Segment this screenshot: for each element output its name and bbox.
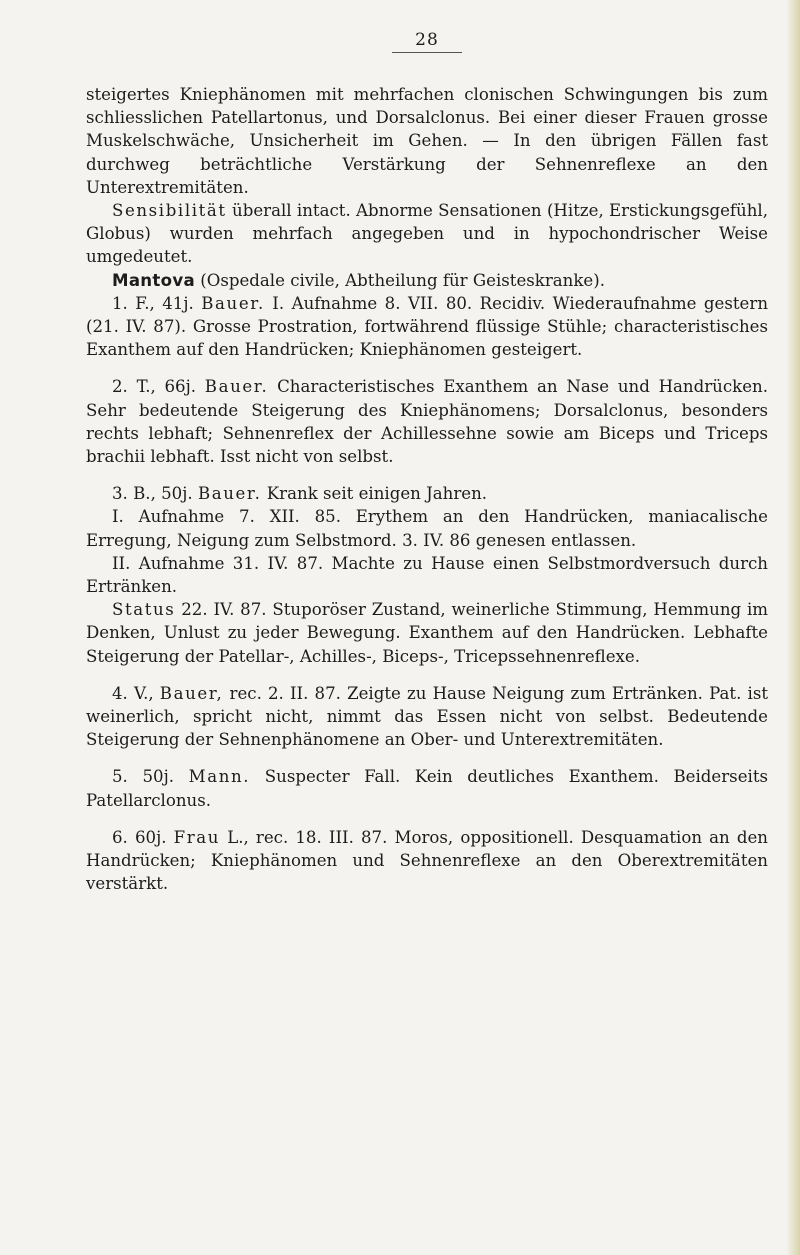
section-heading-mantova: Mantova (Ospedale civile, Abtheilung für Geisteskranke). (112, 270, 605, 290)
place-name: Mantova (112, 270, 195, 290)
case-4: 4. V., Bauer, rec. 2. II. 87. Zeigte zu Hause Neigung zum Ertränken. Pat. ist weinerlich, spricht nicht, nimmt das Essen nicht von selbst. Bedeutende Steigerung der Sehnenphänomene an Ober- und Unterextremitäten. (86, 683, 768, 750)
document-page (86, 30, 768, 896)
paragraph-intro: steigertes Kniephänomen mit mehrfachen clonischen Schwingungen bis zum schliesslichen Patellartonus, und Dorsalclonus. Bei einer dieser Frauen grosse Muskelschwäche, Unsicherheit im Gehen. — In den übrigen Fällen fast durchweg beträchtliche Verstärkung der Sehnenreflexe an den Unterextremitäten. (86, 85, 768, 197)
paragraph-sensibility: Sensibilität überall intact. Abnorme Sensationen (Hitze, Erstickungsgefühl, Globus) wurden mehrfach angegeben und in hypochondrischer Weise umgedeutet. (86, 201, 768, 267)
case-3-admission-1: I. Aufnahme 7. XII. 85. Erythem an den Handrücken, maniacalische Erregung, Neigung zum Selbstmord. 3. IV. 86 genesen entlassen. (86, 507, 768, 550)
case-6: 6. 60j. Frau L., rec. 18. III. 87. Moros, oppositionell. Desquamation an den Handrücken; Kniephänomen und Sehnenreflexe an den Oberextremitäten verstärkt. (86, 827, 768, 894)
case-3: 3. B., 50j. Bauer. Krank seit einigen Jahren. (112, 484, 488, 504)
case-5: 5. 50j. Mann. Suspecter Fall. Kein deutliches Exanthem. Beiderseits Patellarclonus. (86, 767, 769, 810)
case-2: 2. T., 66j. Bauer. Characteristisches Exanthem an Nase und Handrücken. Sehr bedeutende Steigerung des Kniephänomens; Dorsalclonus, besonders rechts lebhaft; Sehnenreflex der Achillessehne sowie am Biceps und Triceps brachii lebhaft. Isst nicht von selbst. (86, 377, 768, 467)
page-edge-shadow (786, 0, 800, 1255)
page-number: 28 (86, 30, 768, 53)
case-1: 1. F., 41j. Bauer. I. Aufnahme 8. VII. 80. Recidiv. Wiederaufnahme gestern (21. IV. 87). Grosse Prostration, fortwährend flüssige Stühle; characteristisches Exanthem auf den Handrücken; Kniephänomen gesteigert. (86, 293, 769, 360)
sensibility-term: Sensibilität (112, 201, 227, 221)
case-3-admission-2: II. Aufnahme 31. IV. 87. Machte zu Hause einen Selbstmordversuch durch Ertränken. (86, 553, 768, 597)
case-3-status: Status 22. IV. 87. Stuporöser Zustand, weinerliche Stimmung, Hemmung im Denken, Unlust zu jeder Bewegung. Exanthem auf den Handrücken. Lebhafte Steigerung der Patellar-, Achilles-, Biceps-, Tricepssehnenreflexe. (86, 600, 768, 666)
